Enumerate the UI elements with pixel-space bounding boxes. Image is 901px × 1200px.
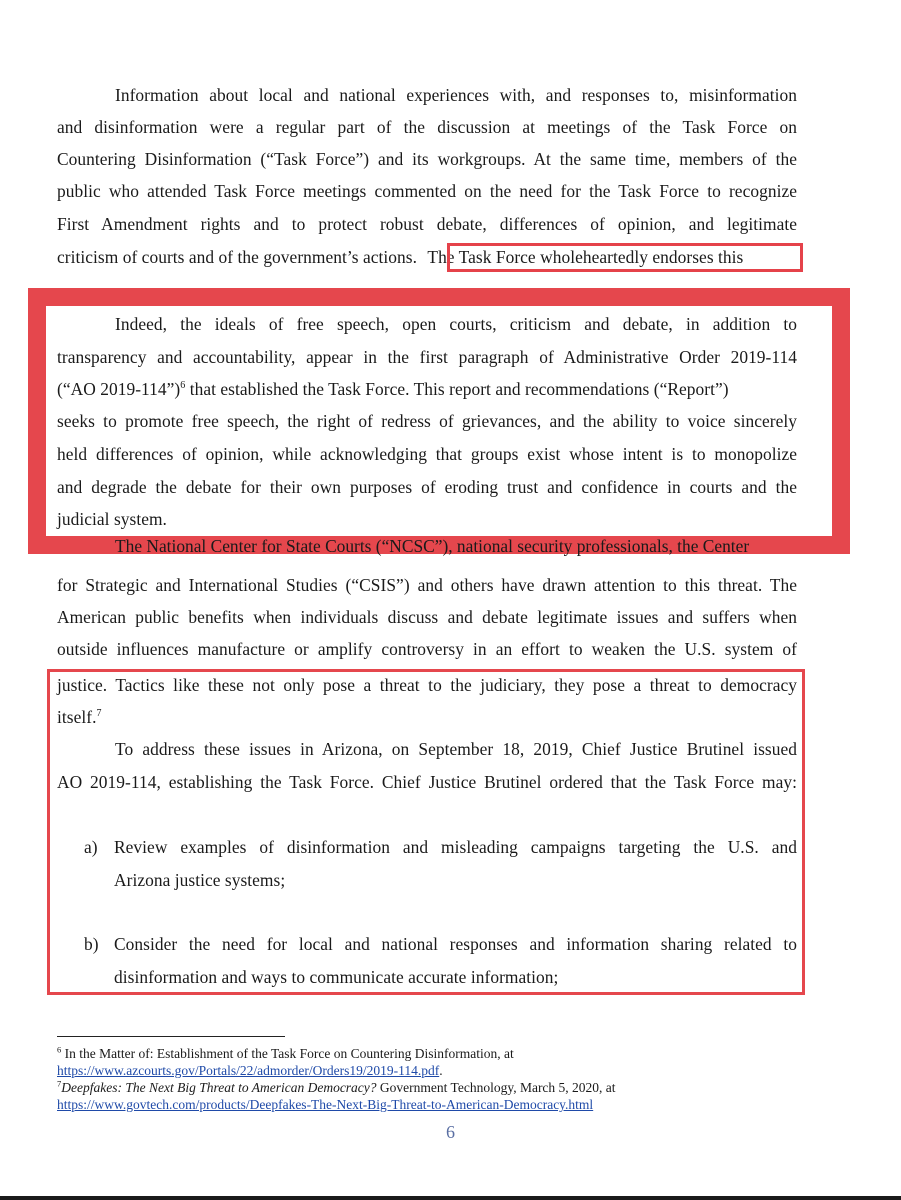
footnote-6 <box>57 1046 514 1062</box>
p2-line-3-b: that established the Task Force. This report and recommendations (“Report”) <box>185 379 729 399</box>
p4-line-1: To address these issues in Arizona, on September 18, 2019, Chief Justice Brutinel issued <box>115 739 797 759</box>
footnote-7-text: Government Technology, March 5, 2020, at <box>376 1080 616 1095</box>
list-item-b-label: b) <box>84 934 99 954</box>
p1-line-6-b: The Task Force wholeheartedly endorses this <box>427 247 744 267</box>
list-item-b-line-2: disinformation and ways to communicate accurate information; <box>114 967 559 987</box>
footnote-6-line-2 <box>57 1063 443 1079</box>
list-item-a-label: a) <box>84 837 98 857</box>
footnote-6-link[interactable]: https://www.azcourts.gov/Portals/22/admorder/Orders19/2019-114.pdf <box>57 1063 440 1078</box>
p3-line-6-text: itself. <box>57 707 97 727</box>
highlight-box-bottom <box>47 669 805 995</box>
p1-line-3: Countering Disinformation (“Task Force”) and its workgroups. At the same time, members of the <box>57 149 797 169</box>
footnote-7-title: Deepfakes: The Next Big Threat to American Democracy? <box>61 1080 377 1095</box>
highlight-box-small <box>447 243 803 272</box>
p3-line-cut: The National Center for State Courts (“NCSC”), national security professionals, the Center <box>115 536 750 556</box>
p3-line-3: American public benefits when individuals discuss and debate legitimate issues and suffers when <box>57 607 797 627</box>
footnote-6-end: . <box>439 1063 443 1078</box>
footnote-6-num: 6 <box>57 1044 62 1055</box>
footnote-rule <box>57 1036 285 1037</box>
footnote-6-text: In the Matter of: Establishment of the Task Force on Countering Disinformation, at <box>61 1046 514 1061</box>
footnote-ref-7: 7 <box>96 708 102 720</box>
p2-line-5: held differences of opinion, while acknowledging that groups exist whose intent is to monopolize <box>57 444 797 464</box>
p3-line-cut-clip <box>57 536 797 556</box>
p3-line-4: outside influences manufacture or amplify controversy in an effort to weaken the U.S. system of <box>57 639 797 659</box>
p2-line-3 <box>57 378 797 400</box>
list-item-a-line-2: Arizona justice systems; <box>114 870 286 890</box>
p2-line-6: and degrade the debate for their own purposes of eroding trust and confidence in courts and the <box>57 477 797 497</box>
p3-line-5: justice. Tactics like these not only pose a threat to the judiciary, they pose a threat to democracy <box>57 675 797 695</box>
p2-line-4: seeks to promote free speech, the right of redress of grievances, and the ability to voice sincerely <box>57 411 797 431</box>
footnote-7-num: 7 <box>57 1078 62 1089</box>
p4-line-2: AO 2019-114, establishing the Task Force. Chief Justice Brutinel ordered that the Task Force may: <box>57 772 797 792</box>
p1-line-1: Information about local and national experiences with, and responses to, misinformation <box>115 85 797 105</box>
p1-line-5: First Amendment rights and to protect robust debate, differences of opinion, and legitimate <box>57 214 797 234</box>
list-item-b-line-1: Consider the need for local and national responses and information sharing related to <box>114 934 797 954</box>
footnote-7 <box>57 1080 616 1096</box>
footnote-7-line-2 <box>57 1097 593 1113</box>
list-item-a-line-1: Review examples of disinformation and misleading campaigns targeting the U.S. and <box>114 837 797 857</box>
p1-line-6-a: criticism of courts and of the government’s actions. <box>57 247 417 267</box>
bottom-edge <box>0 1196 901 1200</box>
footnote-ref-6: 6 <box>180 380 186 392</box>
footnote-7-link[interactable]: https://www.govtech.com/products/Deepfakes-The-Next-Big-Threat-to-American-Democracy.html <box>57 1097 594 1112</box>
p2-line-7: judicial system. <box>57 509 167 529</box>
p3-line-2: for Strategic and International Studies (“CSIS”) and others have drawn attention to this threat. The <box>57 575 797 595</box>
page-number: 6 <box>446 1122 455 1142</box>
p1-line-2: and disinformation were a regular part of the discussion at meetings of the Task Force on <box>57 117 797 137</box>
p2-line-2: transparency and accountability, appear in the first paragraph of Administrative Order 2019-114 <box>57 347 797 367</box>
p2-line-1: Indeed, the ideals of free speech, open courts, criticism and debate, in addition to <box>115 314 797 334</box>
p1-line-4: public who attended Task Force meetings commented on the need for the Task Force to recognize <box>57 181 797 201</box>
p2-line-3-a: (“AO 2019-114”) <box>57 379 181 399</box>
